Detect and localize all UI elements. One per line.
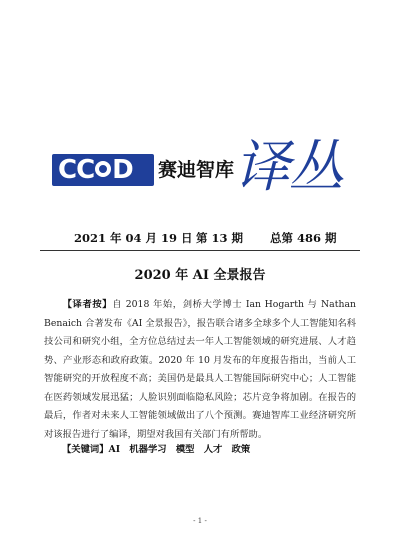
keywords xyxy=(62,441,250,455)
brand-name: 赛迪智库 xyxy=(158,159,235,181)
issue-date: 2021 年 04 月 19 日 xyxy=(74,231,193,245)
translator-note-label: 【译者按】 xyxy=(62,299,113,310)
keywords-text: AI 机器学习 模型 人才 政策 xyxy=(108,444,251,455)
translator-note xyxy=(44,296,356,444)
keywords-label: 【关键词】 xyxy=(62,444,109,455)
header-divider xyxy=(40,250,360,251)
ccid-logo-mark: CC D xyxy=(52,154,154,186)
issue-number: 第 13 期 xyxy=(196,231,244,245)
translator-note-text: 自 2018 年始，剑桥大学博士 Ian Hogarth 与 Nathan Benaich 合著发布《AI 全景报告》，报告联合诸多全球多个人工智能知名科技公司和研究小组，全方位总结过去一年人工智能领域的研究进展、人才趋势、产业形态和政府政策。2020 年 10 月发布的年度报告指出，当前人工智能研究的开放程度不高；美国仍是最具人工智能国际研究中心；人工智能在医药领域发展迅猛；人脸识别面临隐私风险；芯片竞争将加剧。在报告的最后，作者对未来人工智能领域做出了八个预测。赛迪智库工业经济研究所对该报告进行了编译，期望对我国有关部门有所帮助。 xyxy=(44,299,356,440)
ccid-logo xyxy=(52,154,235,188)
total-issue-number: 总第 486 期 xyxy=(270,231,337,245)
document-title: 2020 年 AI 全景报告 xyxy=(134,268,266,283)
series-title: 译丛 xyxy=(234,135,342,200)
page-number: - 1 - xyxy=(193,517,207,525)
